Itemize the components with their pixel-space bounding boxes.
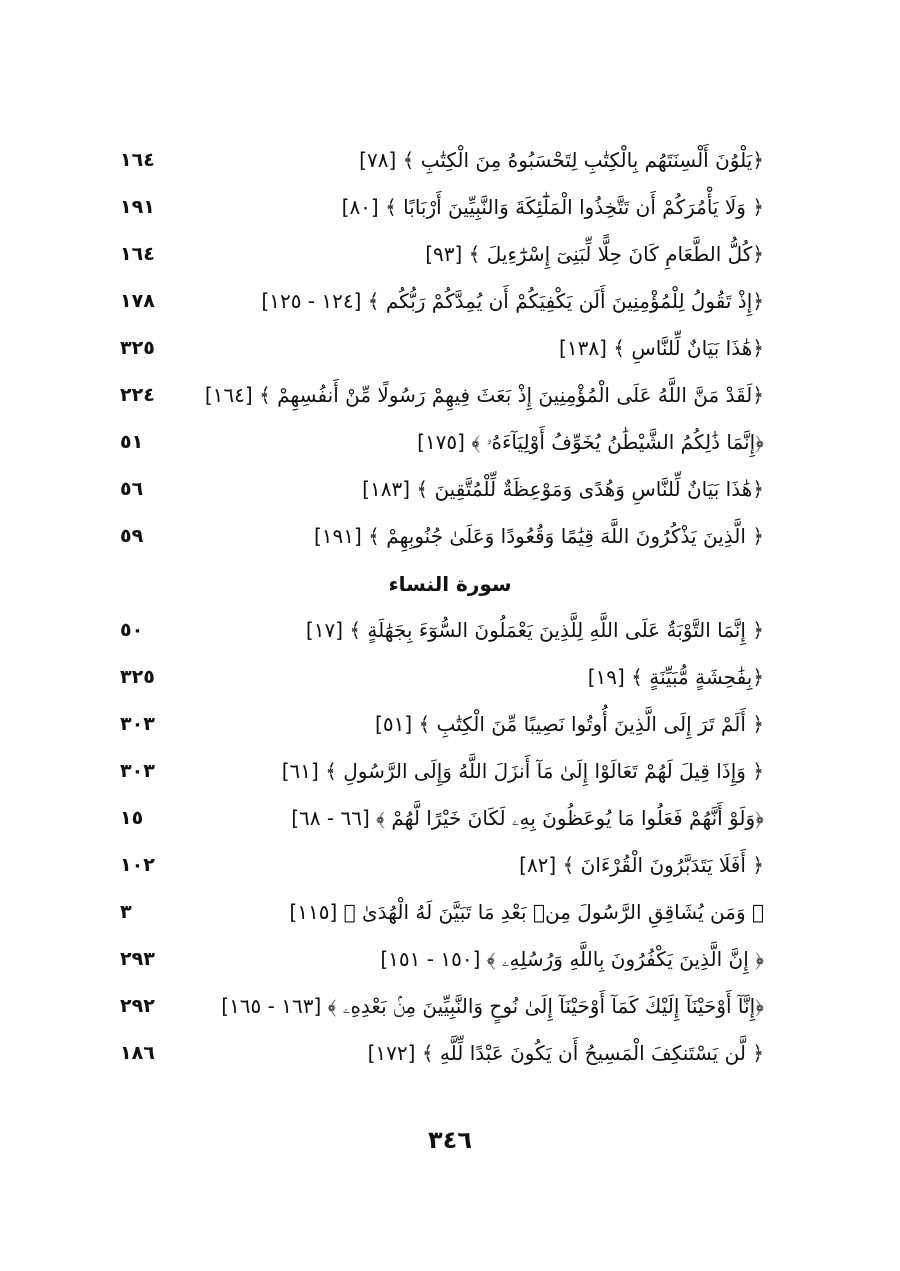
index-row [0, 608, 900, 655]
index-row [0, 514, 900, 561]
verse-text: ﴿ الَّذِينَ يَذْكُرُونَ اللَّهَ قِيَٰمًا وَقُعُودًا وَعَلَىٰ جُنُوبِهِمْ ﴾ [١٩١] [313, 524, 764, 548]
index-row [0, 702, 900, 749]
page-reference: ٥٦ [120, 478, 144, 500]
verse-text: ﴿إِنَّآ أَوْحَيْنَآ إِلَيْكَ كَمَآ أَوْحَيْنَآ إِلَىٰ نُوحٍ وَالنَّبِيِّينَ مِنۢ بَعْدِهِۦ ﴾ [١٦٣ - ١٦٥] [221, 994, 764, 1018]
page-reference: ٣ [120, 901, 132, 923]
index-row [0, 232, 900, 279]
page-reference: ٣٠٣ [120, 760, 155, 782]
page-reference: ١٧٨ [120, 290, 155, 312]
index-row [0, 984, 900, 1031]
verse-text: ﴿هَٰذَا بَيَانٌ لِّلنَّاسِ ﴾ [١٣٨] [559, 336, 764, 360]
index-row [0, 185, 900, 232]
verse-text: ﴿ لَّن يَسْتَنكِفَ الْمَسِيحُ أَن يَكُونَ عَبْدًا لِّلَّهِ ﴾ [١٧٢] [367, 1041, 764, 1065]
index-row [0, 749, 900, 796]
index-row [0, 843, 900, 890]
verse-text: ﴿ وَمَن يُشَاقِقِ الرَّسُولَ مِنۢ بَعْدِ مَا تَبَيَّنَ لَهُ الْهُدَىٰ ﴾ [١١٥] [289, 900, 764, 924]
index-row [0, 655, 900, 702]
page-reference: ٥٩ [120, 525, 144, 547]
page-reference: ٣٢٥ [120, 337, 155, 359]
index-row [0, 796, 900, 843]
verse-text: ﴿وَلَوْ أَنَّهُمْ فَعَلُوا مَا يُوعَظُونَ بِهِۦ لَكَانَ خَيْرًا لَّهُمْ ﴾ [٦٦ - ٦٨] [291, 806, 764, 830]
verse-text: ﴿ وَإِذَا قِيلَ لَهُمْ تَعَالَوْا إِلَىٰ مَآ أَنزَلَ اللَّهُ وَإِلَى الرَّسُولِ ﴾ [٦١] [281, 759, 764, 783]
verse-text: ﴿إِذْ تَقُولُ لِلْمُؤْمِنِينَ أَلَن يَكْفِيَكُمْ أَن يُمِدَّكُمْ رَبُّكُم ﴾ [١٢٤ - ١٢٥] [261, 289, 764, 313]
verse-text: ﴿يَلْوُنَ أَلْسِنَتَهُم بِالْكِتَٰبِ لِتَحْسَبُوهُ مِنَ الْكِتَٰبِ ﴾ [٧٨] [359, 148, 764, 172]
verse-index [0, 138, 900, 1078]
verse-text: ﴿إِنَّمَا ذَٰلِكُمُ الشَّيْطَٰنُ يُخَوِّفُ أَوْلِيَآءَهُۥ ﴾ [١٧٥] [417, 430, 764, 454]
index-row [0, 326, 900, 373]
page-reference: ١٥ [120, 807, 144, 829]
page-reference: ٥٠ [120, 619, 144, 641]
page-number: ٣٤٦ [428, 1126, 472, 1154]
verse-text: ﴿لَقَدْ مَنَّ اللَّهُ عَلَى الْمُؤْمِنِينَ إِذْ بَعَثَ فِيهِمْ رَسُولًا مِّنْ أَنفُسِهِمْ ﴾ [١٦٤] [204, 383, 764, 407]
index-row [0, 373, 900, 420]
index-row [0, 420, 900, 467]
index-row [0, 1031, 900, 1078]
index-row [0, 937, 900, 984]
verse-text: ﴿ أَفَلَا يَتَدَبَّرُونَ الْقُرْءَانَ ﴾ [٨٢] [519, 853, 764, 877]
page-reference: ١٩١ [120, 196, 155, 218]
verse-text: ﴿هَٰذَا بَيَانٌ لِّلنَّاسِ وَهُدًى وَمَوْعِظَةٌ لِّلْمُتَّقِينَ ﴾ [١٨٣] [362, 477, 764, 501]
verse-text: ﴿كُلُّ الطَّعَامِ كَانَ حِلًّا لِّبَنِىٓ إِسْرَٰٓءِيلَ ﴾ [٩٣] [425, 242, 764, 266]
verse-text: ﴿ وَلَا يَأْمُرَكُمْ أَن تَتَّخِذُوا الْمَلَٰٓئِكَةَ وَالنَّبِيِّينَ أَرْبَابًا ﴾ [٨٠] [341, 195, 764, 219]
page-reference: ٣٢٥ [120, 666, 155, 688]
verse-text: ﴿ إِنَّ الَّذِينَ يَكْفُرُونَ بِاللَّهِ وَرُسُلِهِۦ ﴾ [١٥٠ - ١٥١] [380, 947, 764, 971]
page-reference: ٣٠٣ [120, 713, 155, 735]
index-row [0, 138, 900, 185]
verse-text: ﴿بِفَٰحِشَةٍ مُّبَيِّنَةٍ ﴾ [١٩] [587, 665, 764, 689]
index-row [0, 890, 900, 937]
page-reference: ١٨٦ [120, 1042, 155, 1064]
surah-heading: سورة النساء [388, 572, 512, 596]
page-reference: ٥١ [120, 431, 144, 453]
page-reference: ٢٩٢ [120, 995, 155, 1017]
verse-text: ﴿ أَلَمْ تَرَ إِلَى الَّذِينَ أُوتُوا نَصِيبًا مِّنَ الْكِتَٰبِ ﴾ [٥١] [375, 712, 764, 736]
index-row [0, 279, 900, 326]
verse-text: ﴿ إِنَّمَا التَّوْبَةُ عَلَى اللَّهِ لِلَّذِينَ يَعْمَلُونَ السُّوٓءَ بِجَهَٰلَةٍ ﴾ [١٧] [305, 618, 764, 642]
index-row [0, 467, 900, 514]
page-reference: ٢٢٤ [120, 384, 155, 406]
page-reference: ١٦٤ [120, 149, 155, 171]
page-reference: ٢٩٣ [120, 948, 155, 970]
page-reference: ١٠٢ [120, 854, 155, 876]
page-reference: ١٦٤ [120, 243, 155, 265]
